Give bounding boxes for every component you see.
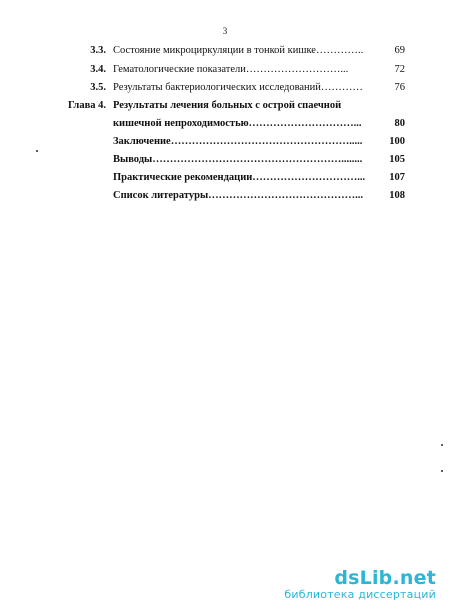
toc-entry-title: Результаты лечения больных с острой спаечной [113,100,342,111]
dslib-watermark [284,568,436,601]
scan-speck [36,150,38,152]
toc-section-number: 3.3. [90,45,106,56]
scan-speck [441,470,443,472]
toc-page-number: 69 [394,45,405,56]
toc-section-number: 3.5. [90,82,106,93]
watermark-logo: dsLib.net [334,567,436,589]
toc-entry-title: Результаты бактериологических исследований………… [113,82,363,93]
toc-entry-title: Заключение……………………………………………..... [113,136,363,147]
toc-page-number: 108 [389,190,405,201]
toc-page-number: 76 [394,82,405,93]
toc-chapter-number: Глава 4. [67,100,106,111]
toc-entry-title: Гематологические показатели………………………... [113,64,349,75]
toc-entry-title: Выводы………………………………………………........ [113,154,363,165]
scan-speck [441,444,443,446]
toc-entry-title: Состояние микроциркуляции в тонкой кишке………….. [113,45,364,56]
toc-entry-title: Практические рекомендации…………………………... [113,172,366,183]
toc-entry-title: кишечной непроходимостью…………………………... [113,118,362,129]
toc-entry-title: Список литературы……………………………………... [113,190,364,201]
page-number: 3 [222,26,228,36]
toc-page-number: 80 [394,118,405,129]
toc-page-number: 107 [389,172,405,183]
toc-page-number: 72 [394,64,405,75]
watermark-tagline: библиотека диссертаций [284,588,436,601]
toc-page-number: 100 [389,136,405,147]
toc-page-number: 105 [389,154,405,165]
toc-section-number: 3.4. [90,64,106,75]
